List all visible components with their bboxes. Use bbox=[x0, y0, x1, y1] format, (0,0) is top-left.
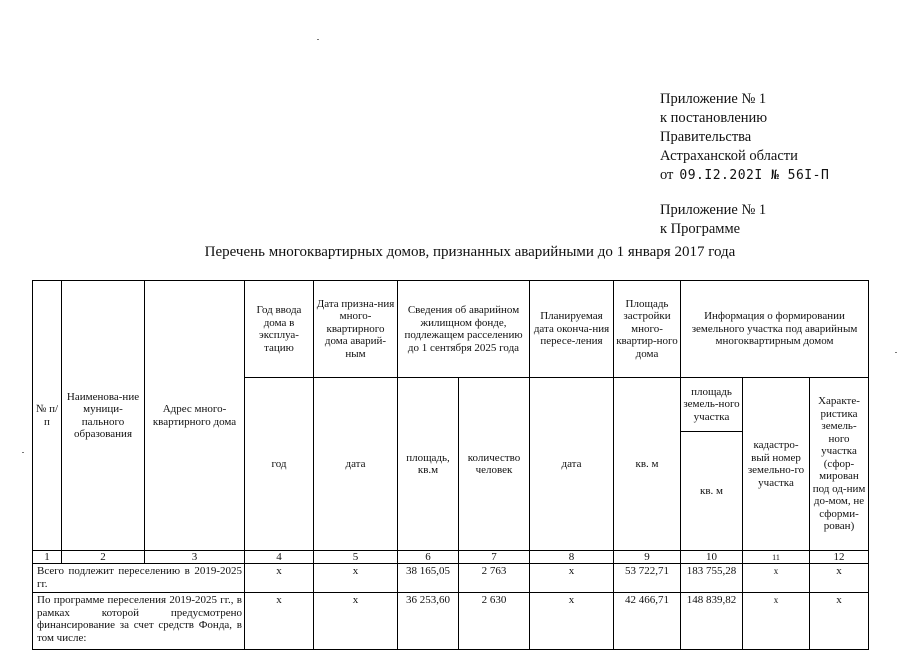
column-number: 6 bbox=[398, 551, 459, 564]
document-title: Перечень многоквартирных домов, признанных аварийными до 1 января 2017 года bbox=[204, 244, 736, 260]
scan-speck bbox=[895, 352, 897, 353]
cell-land-status: х bbox=[810, 564, 869, 593]
header-building-area: Площадь застройки много-квартир-ного дома bbox=[614, 281, 681, 378]
cell-area: 36 253,60 bbox=[398, 593, 459, 650]
header-date-emergency: Дата призна-ния много-квартирного дома аварий-ным bbox=[314, 281, 398, 378]
cell-year: х bbox=[245, 593, 314, 650]
approval-line: к постановлению bbox=[660, 110, 768, 126]
column-number: 11 bbox=[743, 551, 810, 564]
column-number: 7 bbox=[459, 551, 530, 564]
approval-date-line bbox=[660, 166, 880, 185]
header-unit-year: год bbox=[245, 378, 314, 551]
header-address: Адрес много-квартирного дома bbox=[145, 281, 245, 551]
cell-area: 38 165,05 bbox=[398, 564, 459, 593]
approval-date-number: 09.I2.202I № 56I-П bbox=[679, 168, 830, 183]
scan-speck bbox=[317, 39, 319, 40]
header-unit-date2: дата bbox=[530, 378, 614, 551]
header-year-commission: Год ввода дома в эксплуа-тацию bbox=[245, 281, 314, 378]
approval-line: Приложение № 1 bbox=[660, 91, 767, 107]
cell-planned-date: х bbox=[530, 564, 614, 593]
approval-line: Правительства bbox=[660, 129, 752, 145]
header-municipality: Наименова-ние муници-пального образования bbox=[62, 281, 145, 551]
column-number: 3 bbox=[145, 551, 245, 564]
header-unit-area: площадь, кв.м bbox=[398, 378, 459, 551]
emergency-housing-table bbox=[32, 280, 869, 650]
column-number: 2 bbox=[62, 551, 145, 564]
cell-cadastral: х bbox=[743, 564, 810, 593]
table-row bbox=[33, 593, 869, 650]
approval-date-prefix: от bbox=[660, 167, 674, 183]
column-number: 8 bbox=[530, 551, 614, 564]
header-num: № п/п bbox=[33, 281, 62, 551]
program-appendix-line: к Программе bbox=[660, 221, 741, 237]
cell-building-area: 42 466,71 bbox=[614, 593, 681, 650]
cell-planned-date: х bbox=[530, 593, 614, 650]
column-number: 10 bbox=[681, 551, 743, 564]
cell-land-area: 183 755,28 bbox=[681, 564, 743, 593]
cell-people: 2 763 bbox=[459, 564, 530, 593]
cell-cadastral: х bbox=[743, 593, 810, 650]
row-label: По программе переселения 2019-2025 гг., в рамках которой предусмотрено финансирование за счет средств Фонда, в том числе: bbox=[33, 593, 245, 650]
row-label: Всего подлежит переселению в 2019-2025 гг. bbox=[33, 564, 245, 593]
cell-date: х bbox=[314, 564, 398, 593]
column-number: 12 bbox=[810, 551, 869, 564]
column-number: 9 bbox=[614, 551, 681, 564]
table-row bbox=[33, 564, 869, 593]
cell-land-area: 148 839,82 bbox=[681, 593, 743, 650]
header-planned-date: Планируемая дата оконча-ния пересе-ления bbox=[530, 281, 614, 378]
cell-land-status: х bbox=[810, 593, 869, 650]
header-land-status: Характе-ристика земель-ного участка (сфор-мирован под од-ним до-мом, не сформи-рован) bbox=[810, 378, 869, 551]
cell-date: х bbox=[314, 593, 398, 650]
cell-people: 2 630 bbox=[459, 593, 530, 650]
column-number: 4 bbox=[245, 551, 314, 564]
header-land-area: площадь земель-ного участка bbox=[681, 378, 743, 432]
cell-year: х bbox=[245, 564, 314, 593]
column-number: 1 bbox=[33, 551, 62, 564]
header-emergency-fund: Сведения об аварийном жилищном фонде, подлежащем расселению до 1 сентября 2025 года bbox=[398, 281, 530, 378]
approval-block bbox=[660, 90, 880, 239]
approval-line: Астраханской области bbox=[660, 148, 798, 164]
header-unit-date: дата bbox=[314, 378, 398, 551]
header-unit-people: количество человек bbox=[459, 378, 530, 551]
column-number: 5 bbox=[314, 551, 398, 564]
cell-building-area: 53 722,71 bbox=[614, 564, 681, 593]
header-cadastral: кадастро-вый номер земельно-го участка bbox=[743, 378, 810, 551]
scan-speck bbox=[22, 452, 24, 453]
header-unit-sqm: кв. м bbox=[614, 378, 681, 551]
header-land-info: Информация о формировании земельного участка под аварийным многоквартирным домом bbox=[681, 281, 869, 378]
header-unit-sqm2: кв. м bbox=[681, 432, 743, 551]
program-appendix-line: Приложение № 1 bbox=[660, 202, 767, 218]
